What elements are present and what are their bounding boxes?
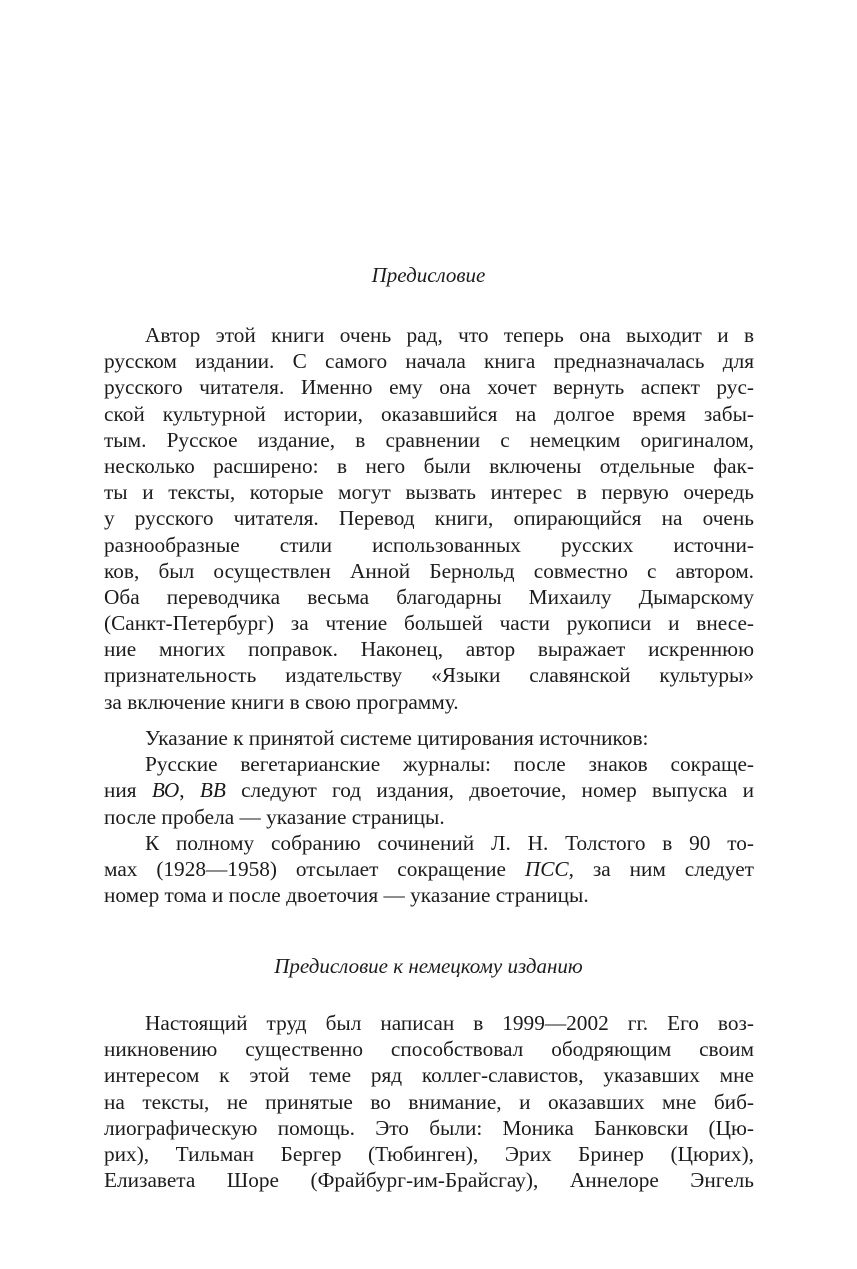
- text-line: несколько расширено: в него были включены отдельные фак-: [104, 453, 754, 478]
- text-line: [104, 777, 754, 803]
- text-line: никновению существенно способствовал ободряющим своим: [104, 1037, 754, 1062]
- text-line: признательность издательству «Языки славянской культуры»: [104, 663, 754, 688]
- preface-heading: Предисловие: [371, 263, 486, 287]
- text-span: мах (1928—1958) отсылает сокращение: [104, 856, 525, 881]
- abbr-pss: ПСС: [524, 856, 569, 881]
- text-line: Настоящий труд был написан в 1999—2002 гг. Его воз-: [145, 1011, 754, 1035]
- text-line: за включение книги в свою программу.: [104, 689, 459, 714]
- text-line: интересом к этой теме ряд коллег-славистов, указавших мне: [104, 1063, 754, 1088]
- text-line: рих), Тильман Бергер (Тюбинген), Эрих Бринер (Цюрих),: [104, 1141, 754, 1166]
- text-line: Автор этой книги очень рад, что теперь она выходит и в: [145, 323, 754, 347]
- text-line: [104, 856, 754, 882]
- german-preface-heading: Предисловие к немецкому изданию: [274, 954, 583, 978]
- text-span: следуют год издания, двоеточие, номер выпуска и: [225, 778, 754, 803]
- citation-notes: [104, 725, 754, 908]
- text-line: на тексты, не принятые во внимание, и оказавших мне биб-: [104, 1089, 754, 1114]
- text-span: , за ним следует: [568, 856, 754, 881]
- abbr-vo: ВО: [151, 778, 180, 803]
- text-line: (Санкт-Петербург) за чтение большей части рукописи и внесе-: [104, 611, 754, 636]
- text-line: К полному собранию сочинений Л. Н. Толстого в 90 то-: [145, 830, 754, 855]
- text-line: русского читателя. Именно ему она хочет вернуть аспект рус-: [104, 375, 754, 400]
- text-line: лиографическую помощь. Это были: Моника Банковски (Цю-: [104, 1115, 754, 1140]
- text-span: ,: [179, 778, 200, 803]
- german-preface-paragraph: [104, 1010, 754, 1193]
- text-line: после пробела — указание страницы.: [104, 804, 445, 829]
- citation-intro: Указание к принятой системе цитирования источников:: [145, 726, 649, 750]
- text-line: ков, был осуществлен Анной Бернольд совместно с автором.: [104, 558, 754, 583]
- text-span: ния: [104, 778, 152, 803]
- text-line: Русские вегетарианские журналы: после знаков сокраще-: [145, 752, 754, 777]
- text-line: разнообразные стили использованных русских источни-: [104, 532, 754, 557]
- text-line: русском издании. С самого начала книга предназначалась для: [104, 349, 754, 374]
- text-line: Елизавета Шоре (Фрайбург-им-Брайсгау), Аннелоре Энгель: [104, 1168, 754, 1193]
- text-line: ние многих поправок. Наконец, автор выражает искреннюю: [104, 637, 754, 662]
- text-line: номер тома и после двоеточия — указание страницы.: [104, 883, 589, 908]
- preface-paragraph: [104, 322, 754, 715]
- abbr-vv: ВВ: [199, 778, 226, 803]
- text-line: Оба переводчика весьма благодарны Михаилу Дымарскому: [104, 584, 754, 609]
- text-line: ты и тексты, которые могут вызвать интерес в первую очередь: [104, 480, 754, 505]
- text-line: ской культурной истории, оказавшийся на долгое время забы-: [104, 401, 754, 426]
- text-line: тым. Русское издание, в сравнении с немецким оригиналом,: [104, 427, 754, 452]
- text-line: у русского читателя. Перевод книги, опирающийся на очень: [104, 506, 754, 531]
